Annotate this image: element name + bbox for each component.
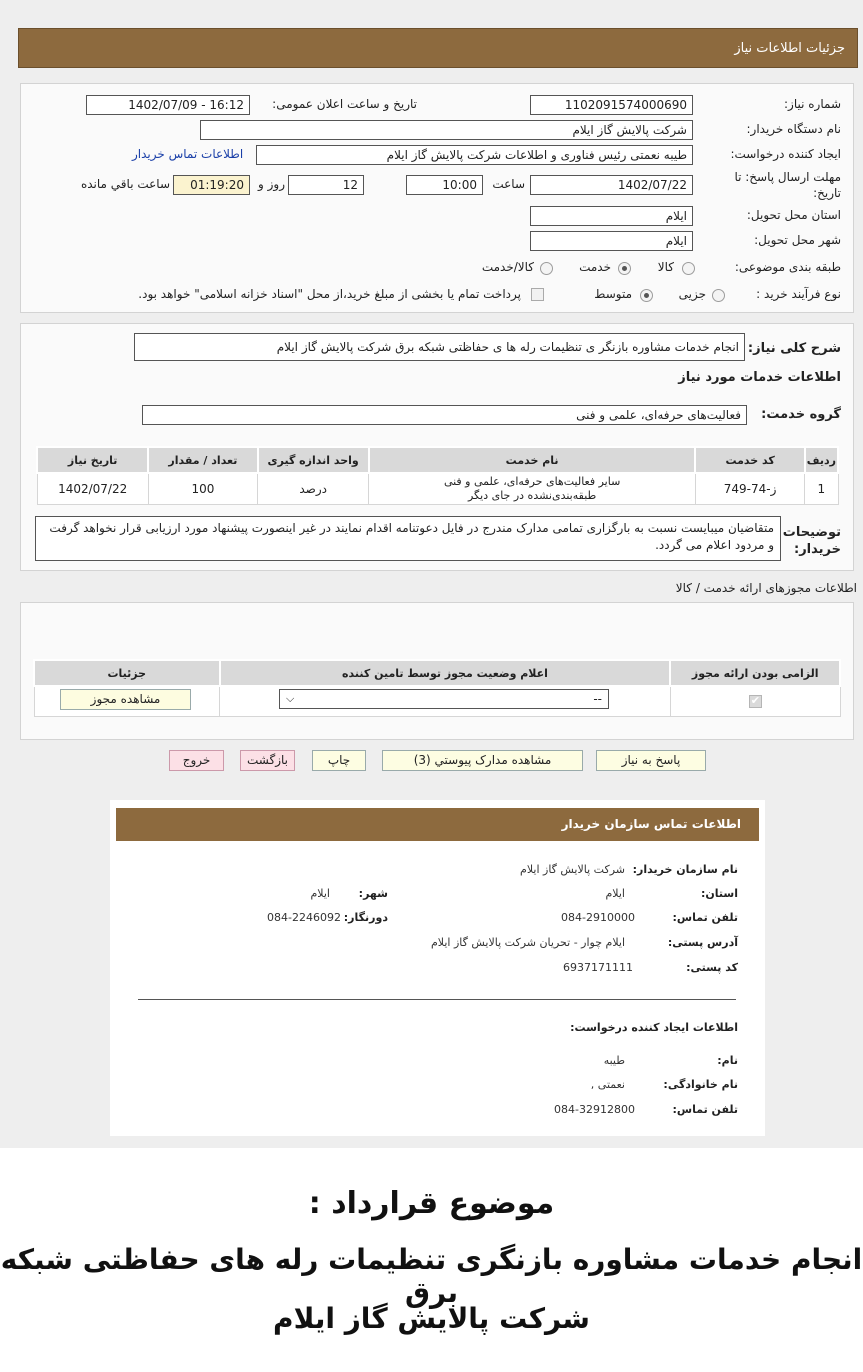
contact-address-label: آدرس پستی: bbox=[667, 936, 738, 949]
services-table-header bbox=[37, 447, 838, 473]
row-unit: درصد bbox=[258, 473, 369, 505]
permit-status-select[interactable] bbox=[279, 689, 609, 709]
contact-city-value: ایلام bbox=[310, 887, 330, 900]
permits-section-title: اطلاعات مجوزهای ارائه خدمت / کالا bbox=[675, 581, 857, 595]
contact-org-value: شرکت پالایش گاز ایلام bbox=[520, 863, 625, 876]
contact-fax-label: دورنگار: bbox=[343, 911, 388, 924]
permit-required-cell bbox=[670, 686, 840, 716]
remaining-label: ساعت باقي مانده bbox=[80, 177, 170, 191]
category-option-service: خدمت bbox=[579, 260, 611, 274]
contact-name-label: نام: bbox=[717, 1054, 738, 1067]
col-header-date: تاریخ نیاز bbox=[37, 447, 148, 473]
contact-creator-phone-value: 084-32912800 bbox=[554, 1103, 635, 1116]
col-header-code: کد خدمت bbox=[695, 447, 804, 473]
contact-divider bbox=[138, 999, 736, 1000]
contact-address-value: ایلام چوار - تحریان شرکت پالایش گاز ایلام bbox=[431, 936, 625, 949]
print-button[interactable]: چاپ bbox=[312, 750, 366, 771]
remaining-time-field: 01:19:20 bbox=[173, 175, 250, 195]
attachments-button[interactable]: مشاهده مدارک پیوستي (3) bbox=[382, 750, 583, 771]
permits-table-header bbox=[34, 660, 840, 686]
contact-family-value: نعمتی , bbox=[590, 1078, 625, 1091]
permit-col-required: الزامی بودن ارائه مجوز bbox=[670, 660, 840, 686]
purchase-radio-medium[interactable] bbox=[640, 289, 653, 302]
chevron-down-icon: ⌵ bbox=[286, 692, 295, 705]
summary-label: شرح کلی نیاز: bbox=[747, 341, 841, 356]
contact-phone-value: 084-2910000 bbox=[561, 911, 635, 924]
deadline-label-2: تاریخ: bbox=[813, 186, 841, 200]
contact-province-value: ایلام bbox=[605, 887, 625, 900]
category-option-goods: کالا bbox=[657, 260, 674, 274]
category-radio-goods-service[interactable] bbox=[540, 262, 553, 275]
row-date: 1402/07/22 bbox=[37, 473, 148, 505]
purchase-option-minor: جزیی bbox=[678, 287, 706, 301]
col-header-index: ردیف bbox=[805, 447, 838, 473]
city-field: ایلام bbox=[530, 231, 693, 251]
contact-fax-value: 084-2246092 bbox=[267, 911, 341, 924]
contact-org-label: نام سازمان خریدار: bbox=[632, 863, 738, 876]
col-header-qty: تعداد / مقدار bbox=[148, 447, 257, 473]
category-radio-goods[interactable] bbox=[682, 262, 695, 275]
buyer-notes-field: متقاضیان میبایست نسبت به بارگزاری تمامی مدارک مندرج در فایل دعوتنامه اقدام نمایند در غیر اینصورت پیشنهاد مورد ارزیابی قرار نخواهد گرفت و مردود اعلام می گردد. bbox=[35, 516, 781, 561]
permit-status-select-value: -- bbox=[593, 692, 602, 706]
contact-postal-label: کد پستی: bbox=[686, 961, 738, 974]
need-info-panel bbox=[20, 83, 854, 313]
contact-creator-title: اطلاعات ایجاد کننده درخواست: bbox=[570, 1021, 738, 1034]
announce-label: تاریخ و ساعت اعلان عمومی: bbox=[272, 97, 417, 111]
contact-postal-value: 6937171111 bbox=[563, 961, 633, 974]
purchase-option-medium: متوسط bbox=[594, 287, 632, 301]
need-number-label: شماره نیاز: bbox=[784, 97, 841, 111]
deadline-label-1: مهلت ارسال پاسخ: تا bbox=[734, 170, 841, 184]
contact-creator-phone-label: تلفن تماس: bbox=[672, 1103, 738, 1116]
contact-family-label: نام خانوادگی: bbox=[663, 1078, 738, 1091]
contact-city-label: شهر: bbox=[358, 887, 388, 900]
page-header bbox=[18, 28, 858, 68]
contact-card bbox=[110, 800, 765, 1136]
service-group-field: فعالیت‌های حرفه‌ای، علمی و فنی bbox=[142, 405, 747, 425]
row-name-line1: سایر فعالیت‌های حرفه‌ای، علمی و فنی bbox=[443, 475, 621, 488]
row-qty: 100 bbox=[148, 473, 257, 505]
days-field: 12 bbox=[288, 175, 364, 195]
services-table bbox=[36, 446, 839, 505]
page-title: جزئیات اطلاعات نیاز bbox=[734, 41, 845, 56]
table-row bbox=[37, 473, 838, 505]
province-label: استان محل تحویل: bbox=[746, 208, 841, 222]
need-number-field: 1102091574000690 bbox=[530, 95, 693, 115]
days-label: روز و bbox=[258, 177, 285, 191]
contract-subject-line1: انجام خدمات مشاوره بازنگری تنظیمات رله های حفاظتی شبکه برق bbox=[0, 1243, 863, 1309]
col-header-unit: واحد اندازه گیری bbox=[258, 447, 369, 473]
summary-field: انجام خدمات مشاوره بازنگر ی تنظیمات رله ها ی حفاظتی شبکه برق شرکت پالایش گاز ایلام bbox=[134, 333, 745, 361]
deadline-date-field: 1402/07/22 bbox=[530, 175, 693, 195]
treasury-note: پرداخت تمام یا بخشی از مبلغ خرید،از محل "اسناد خزانه اسلامی" خواهد بود. bbox=[138, 287, 521, 301]
announce-field: 1402/07/09 - 16:12 bbox=[86, 95, 250, 115]
row-index: 1 bbox=[805, 473, 838, 505]
category-option-goods-service: کالا/خدمت bbox=[481, 260, 534, 274]
category-label: طبقه بندی موضوعی: bbox=[734, 260, 841, 274]
service-group-label: گروه خدمت: bbox=[761, 407, 841, 422]
contract-subject-line2: شرکت پالایش گاز ایلام bbox=[273, 1302, 590, 1335]
buyer-org-label: نام دستگاه خریدار: bbox=[746, 122, 841, 136]
treasury-checkbox[interactable] bbox=[531, 288, 544, 301]
row-name-line2: طبقه‌بندی‌نشده در جای دیگر bbox=[467, 489, 597, 502]
contact-card-title: اطلاعات تماس سازمان خریدار bbox=[116, 808, 759, 841]
col-header-name: نام خدمت bbox=[369, 447, 696, 473]
purchase-radio-minor[interactable] bbox=[712, 289, 725, 302]
deadline-time-label: ساعت bbox=[492, 177, 525, 191]
deadline-time-field: 10:00 bbox=[406, 175, 483, 195]
contact-province-label: استان: bbox=[701, 887, 738, 900]
creator-label: ایجاد کننده درخواست: bbox=[730, 147, 841, 161]
row-name bbox=[369, 473, 696, 505]
permit-col-details: جزئیات bbox=[34, 660, 220, 686]
contract-subject-label: موضوع قرارداد : bbox=[308, 1186, 555, 1221]
city-label: شهر محل تحویل: bbox=[754, 233, 841, 247]
reply-button[interactable]: پاسخ به نیاز bbox=[596, 750, 706, 771]
buyer-contact-link[interactable]: اطلاعات تماس خریدار bbox=[132, 147, 244, 161]
buyer-org-field: شرکت پالایش گاز ایلام bbox=[200, 120, 693, 140]
permit-col-status: اعلام وضعیت مجوز توسط تامین کننده bbox=[220, 660, 671, 686]
row-code: ز-74-749 bbox=[695, 473, 804, 505]
view-permit-button[interactable]: مشاهده مجوز bbox=[60, 689, 191, 710]
contact-phone-label: تلفن تماس: bbox=[672, 911, 738, 924]
permit-required-checkbox bbox=[749, 695, 762, 708]
contact-name-value: طیبه bbox=[603, 1054, 625, 1067]
exit-button[interactable]: خروج bbox=[169, 750, 224, 771]
buyer-notes-label-1: توضیحات bbox=[782, 525, 841, 540]
services-title: اطلاعات خدمات مورد نیاز bbox=[678, 370, 841, 385]
creator-field: طیبه نعمتی رئیس فناوری و اطلاعات شرکت پالایش گاز ایلام bbox=[256, 145, 693, 165]
back-button[interactable]: بازگشت bbox=[240, 750, 295, 771]
category-radio-service[interactable] bbox=[618, 262, 631, 275]
purchase-type-label: نوع فرآیند خرید : bbox=[756, 287, 841, 301]
buyer-notes-label-2: خریدار: bbox=[794, 542, 841, 557]
province-field: ایلام bbox=[530, 206, 693, 226]
